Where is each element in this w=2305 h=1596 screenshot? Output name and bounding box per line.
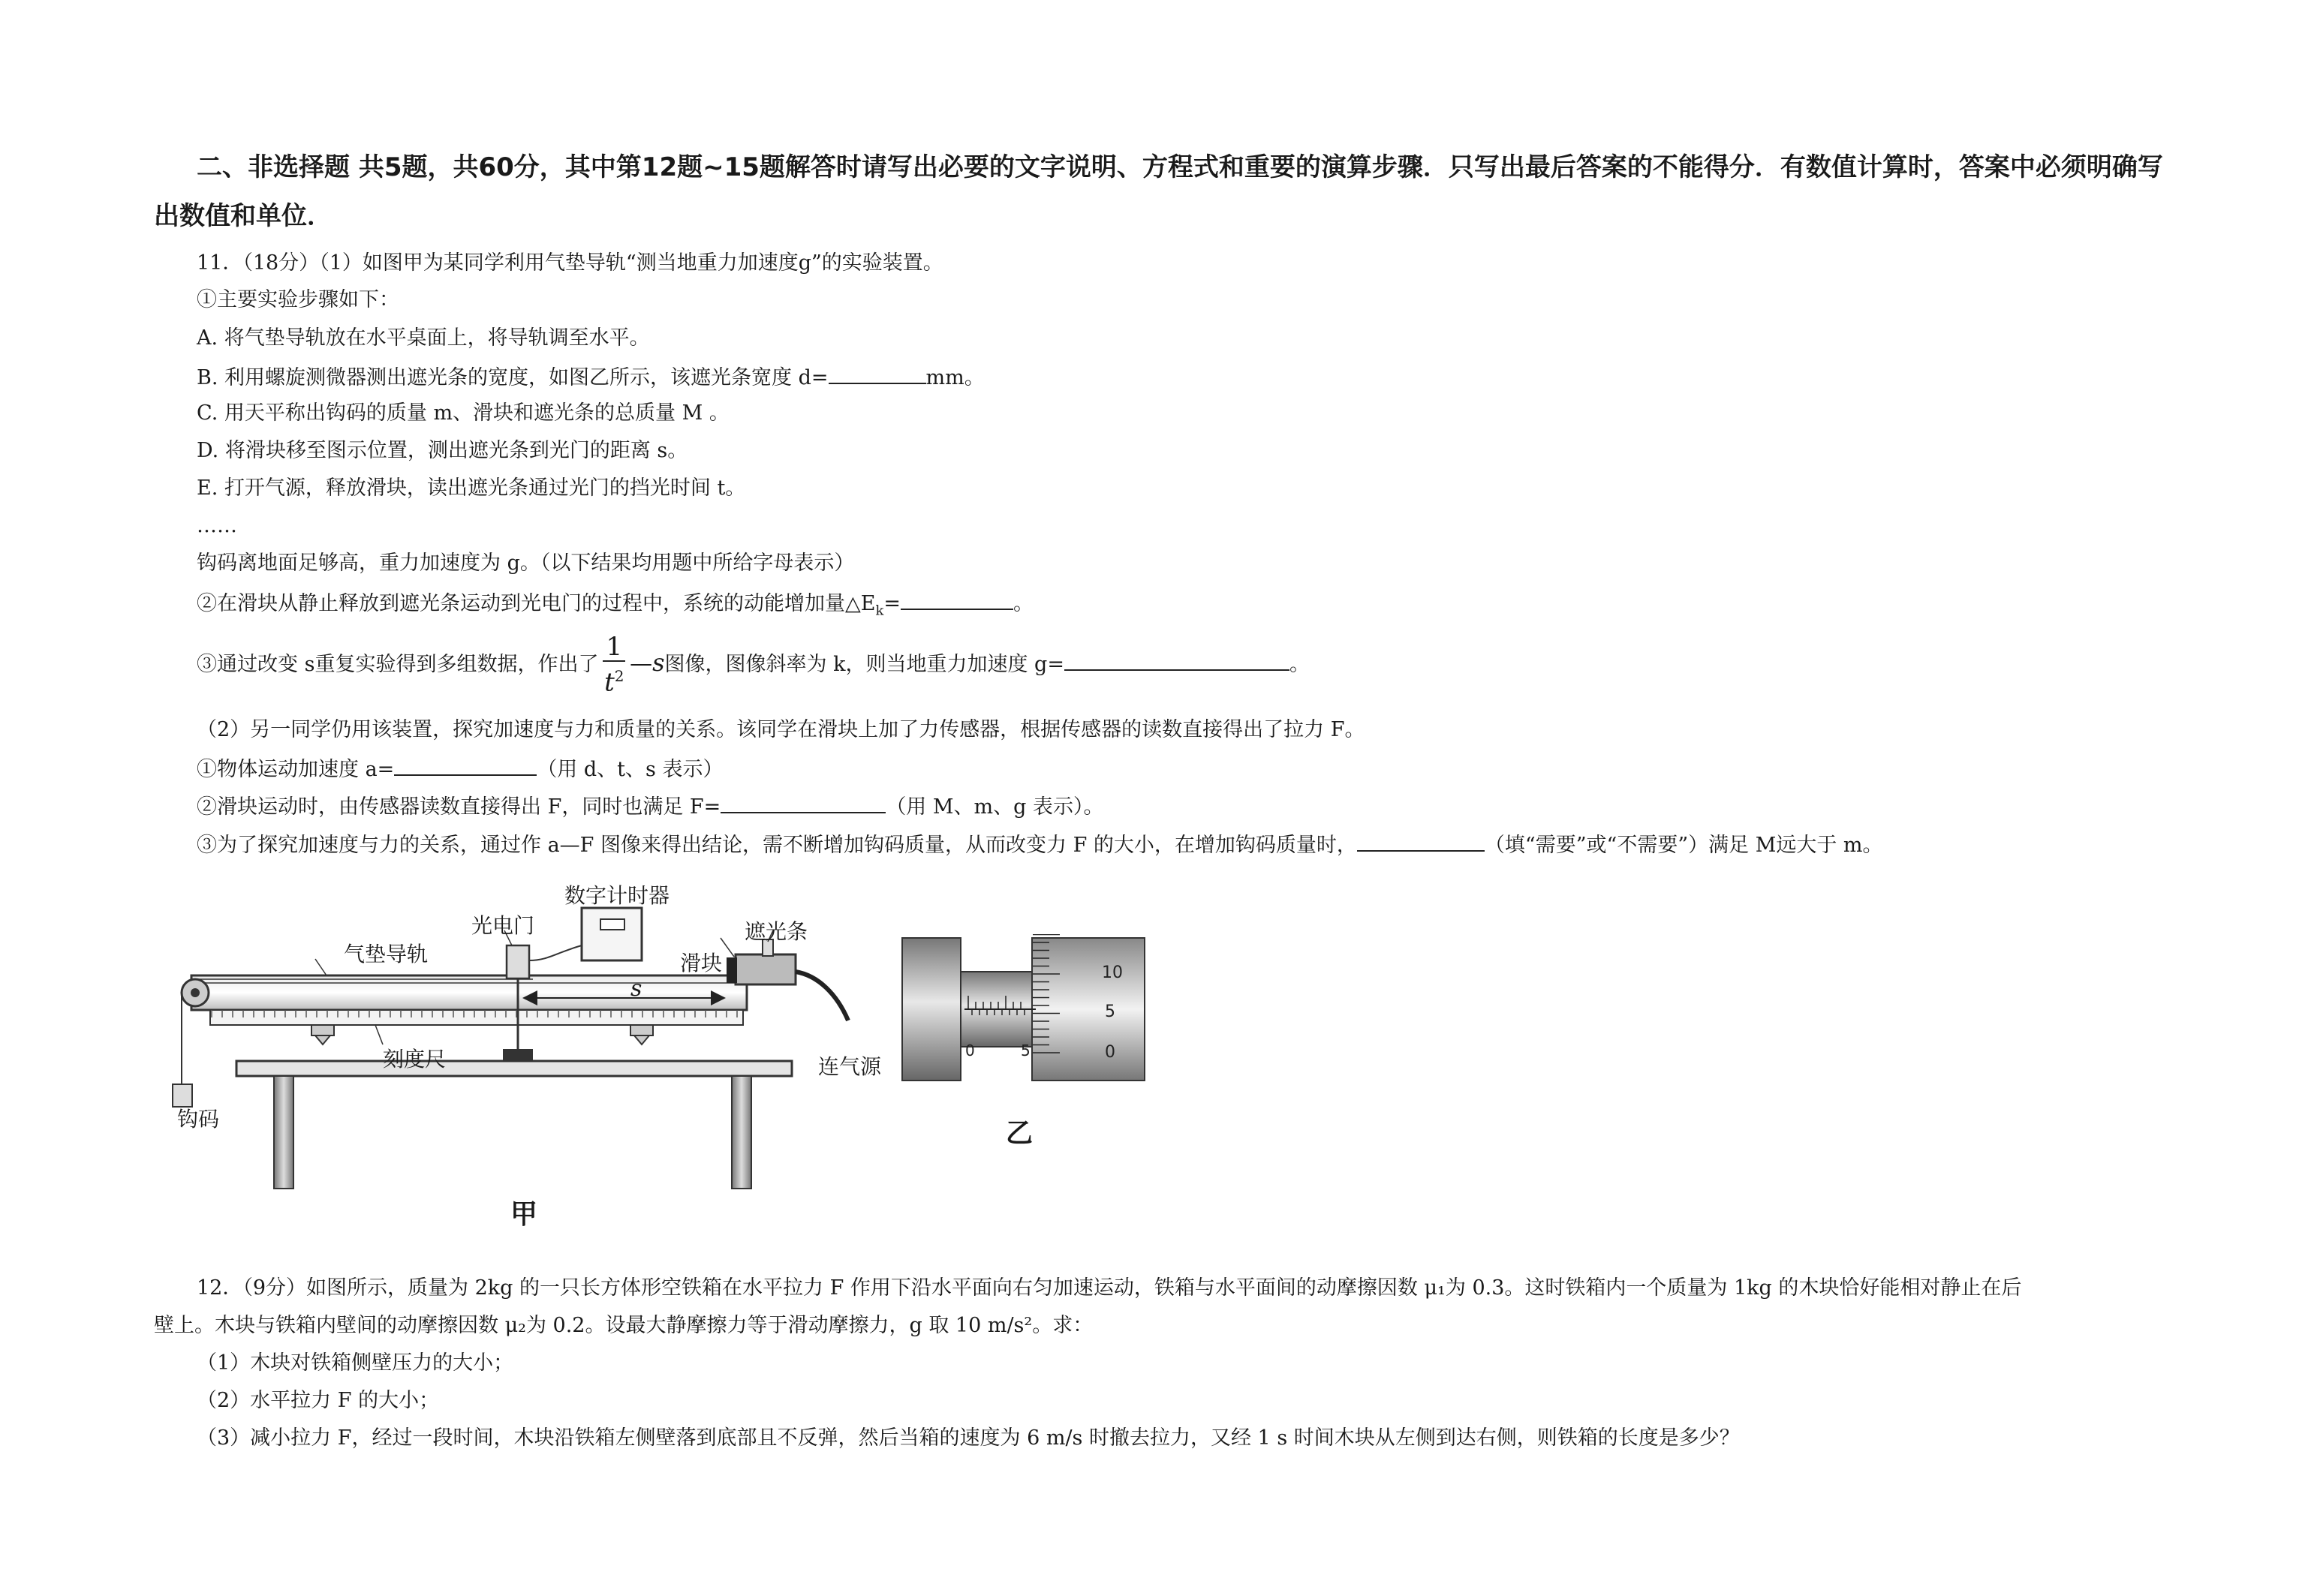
q11-part2-item2-text: ②滑块运动时，由传感器读数直接得出 F，同时也满足 F=: [197, 795, 721, 819]
q11-item3-text: ③通过改变 s重复实验得到多组数据，作出了: [197, 653, 599, 676]
fraction-numerator: 1: [603, 633, 625, 662]
label-ruler: 刻度尺: [383, 1047, 447, 1072]
q12-line1: 12．（9分）如图所示，质量为 2kg 的一只长方体形空铁箱在水平拉力 F 作用下沿水平面向右匀加速运动，铁箱与水平面间的动摩擦因数 μ₁为 0.3。这时铁箱内一个质量为 1kg 的木块恰好能相对静止在后: [197, 1276, 2022, 1300]
q11-step-e: E. 打开气源，释放滑块，读出遮光条通过光门的挡光时间 t。: [197, 476, 746, 500]
q11-part2-item2-hint: （用 M、m、g 表示）。: [886, 795, 1104, 819]
section-header-line1: 二、非选择题 共5题，共60分，其中第12题~15题解答时请写出必要的文字说明、方程式和重要的演算步骤．只写出最后答案的不能得分．有数值计算时，答案中必须明确写: [197, 152, 2163, 182]
fraction-denominator: $t^2$: [604, 667, 624, 698]
air-rail: [191, 975, 747, 1010]
q11-part2-item3-text: ③为了探究加速度与力的关系，通过作 a—F 图像来得出结论，需不断增加钩码质量，从而改变力 F 的大小，在增加钩码质量时，: [197, 834, 1357, 857]
q11-part2-item3: [197, 831, 1883, 858]
q11-item2-end: 。: [1013, 592, 1034, 615]
q11-item2-text: ②在滑块从静止释放到遮光条运动到光电门的过程中，系统的动能增加量△E: [197, 592, 876, 615]
q12-sub2: （2）水平拉力 F 的大小；: [197, 1389, 440, 1412]
q11-part2-item1-text: ①物体运动加速度 a=: [197, 758, 395, 781]
q11-step-d: D. 将滑块移至图示位置，测出遮光条到光门的距离 s。: [197, 439, 688, 462]
thimble-tick-10: 10: [1102, 963, 1123, 982]
inverse-t-squared-fraction: [603, 633, 625, 696]
q11-step-c: C. 用天平称出钩码的质量 m、滑块和遮光条的总质量 M 。: [197, 401, 730, 425]
q11-item3-mid: 图像，图像斜率为 k，则当地重力加速度 g=: [664, 653, 1064, 676]
label-slider: 滑块: [680, 951, 723, 975]
q11-part2-item2: [197, 792, 1103, 820]
answer-blank-ek[interactable]: [901, 589, 1013, 610]
q12-line2: 壁上。木块与铁箱内壁间的动摩擦因数 μ₂为 0.2。设最大静摩擦力等于滑动摩擦力，g 取 10 m/s²。求：: [154, 1314, 1094, 1337]
section-header-line2: 出数值和单位．: [154, 201, 333, 231]
q11-part2-item1: [197, 755, 723, 783]
q11-item3-dash: —: [630, 651, 653, 677]
q11-part2-item3-hint: （填“需要”或“不需要”）满足 M远大于 m。: [1484, 834, 1883, 857]
answer-blank-a[interactable]: [394, 755, 537, 776]
table-top: [236, 1061, 792, 1076]
q11-steps-title: ①主要实验步骤如下：: [197, 288, 399, 311]
q11-step-b-unit: mm。: [925, 366, 985, 389]
answer-blank-f[interactable]: [721, 792, 886, 813]
micrometer-thimble: [1032, 938, 1145, 1081]
thimble-tick-5: 5: [1105, 1002, 1115, 1021]
light-strip: [727, 957, 737, 983]
label-digital-timer: 数字计时器: [564, 883, 670, 908]
figure-yi-caption: 乙: [1006, 1118, 1034, 1149]
slider-block: [736, 954, 796, 984]
q11-item3: [197, 629, 1310, 704]
q11-step-b-text: B. 利用螺旋测微器测出遮光条的宽度，如图乙所示，该遮光条宽度 d=: [197, 366, 829, 389]
thimble-tick-0: 0: [1105, 1043, 1115, 1062]
answer-blank-d[interactable]: [829, 363, 926, 384]
q12-sub3: （3）减小拉力 F，经过一段时间，木块沿铁箱左侧壁落到底部且不反弹，然后当箱的速度为 6 m/s 时撤去拉力，又经 1 s 时间木块从左侧到达右侧，则铁箱的长度是多少？: [197, 1426, 1740, 1450]
q11-step-a: A. 将气垫导轨放在水平桌面上，将导轨调至水平。: [197, 326, 650, 350]
answer-blank-need[interactable]: [1357, 831, 1485, 852]
figure-jia-caption: 甲: [510, 1199, 538, 1230]
q11-intro: 11．（18分）（1）如图甲为某同学利用气垫导轨“测当地重力加速度g”的实验装置。: [197, 251, 943, 275]
q11-item3-s: s: [652, 648, 665, 677]
digital-timer: [582, 908, 642, 960]
q11-item3-end: 。: [1289, 653, 1310, 676]
label-air-rail: 气垫导轨: [344, 942, 429, 966]
main-scale-5: 5: [1021, 1041, 1031, 1059]
q11-part2-intro: （2）另一同学仍用该装置，探究加速度与力和质量的关系。该同学在滑块上加了力传感器，根据传感器的读数直接得出了拉力 F。: [197, 718, 1365, 741]
q11-step-b: [197, 363, 985, 391]
q11-part2-item1-hint: （用 d、t、s 表示）: [537, 758, 724, 781]
answer-blank-g[interactable]: [1064, 650, 1289, 671]
q11-ellipsis: ……: [197, 514, 237, 537]
main-scale-0: 0: [965, 1041, 975, 1059]
label-air-source: 连气源: [818, 1054, 882, 1079]
label-photogate: 光电门: [471, 913, 535, 938]
figure-micrometer: [901, 934, 1148, 1088]
q11-item2-sub: k: [875, 603, 884, 619]
label-distance-s: s: [630, 975, 642, 1002]
label-light-strip: 遮光条: [745, 919, 808, 944]
q11-item2-eq: =: [883, 592, 901, 615]
photogate: [507, 945, 529, 978]
q11-item2: [197, 589, 1034, 624]
q11-note: 钩码离地面足够高，重力加速度为 g。（以下结果均用题中所给字母表示）: [197, 552, 855, 575]
q12-sub1: （1）木块对铁箱侧壁压力的大小；: [197, 1351, 514, 1375]
label-hook-weight: 钩码: [177, 1107, 220, 1132]
